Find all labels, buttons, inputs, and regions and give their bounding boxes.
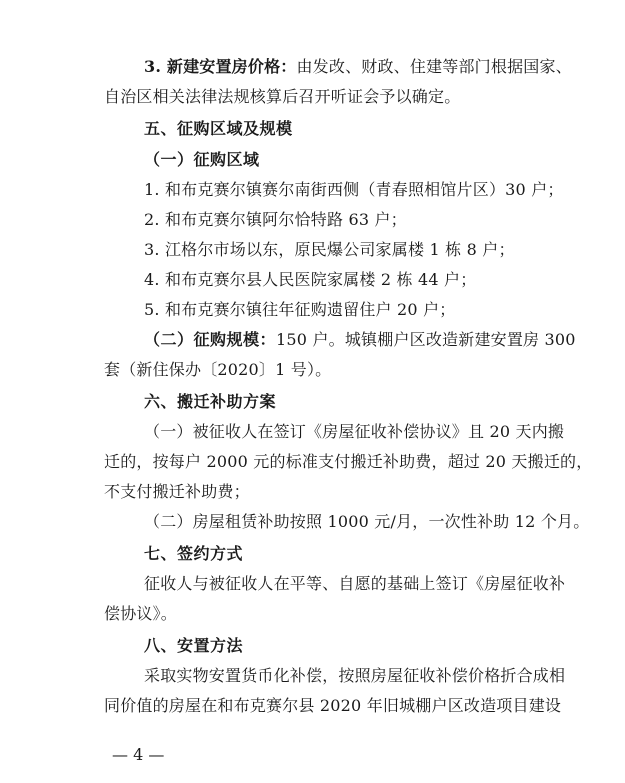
price-label: 3. 新建安置房价格：	[144, 57, 297, 76]
scale-paragraph-line-1	[144, 329, 576, 351]
placement-line-2: 同价值的房屋在和布克赛尔县 2020 年旧城棚户区改造项目建设	[104, 696, 562, 715]
area-item-4: 4. 和布克赛尔县人民医院家属楼 2 栋 44 户；	[144, 270, 477, 289]
scale-text: 150 户。城镇棚户区改造新建安置房 300	[276, 330, 576, 349]
relocation-para-1-line-3: 不支付搬迁补助费；	[104, 482, 250, 501]
area-item-3: 3. 江格尔市场以东，原民爆公司家属楼 1 栋 8 户；	[144, 240, 515, 259]
relocation-para-2: （二）房屋租赁补助按照 1000 元/月，一次性补助 12 个月。	[144, 512, 590, 531]
area-item-5: 5. 和布克赛尔镇往年征购遗留住户 20 户；	[144, 300, 456, 319]
relocation-para-1-line-1: （一）被征收人在签订《房屋征收补偿协议》且 20 天内搬	[144, 422, 565, 441]
section-5-heading: 五、征购区域及规模	[144, 119, 293, 138]
area-item-2: 2. 和布克赛尔镇阿尔恰特路 63 户；	[144, 210, 407, 229]
signing-line-1: 征收人与被征收人在平等、自愿的基础上签订《房屋征收补	[144, 574, 566, 593]
price-paragraph-line-1	[144, 56, 572, 78]
scale-label: （二）征购规模：	[144, 330, 277, 349]
area-item-1: 1. 和布克赛尔镇赛尔南街西侧（青春照相馆片区）30 户；	[144, 180, 564, 199]
section-8-heading: 八、安置方法	[144, 636, 244, 655]
section-5-1-heading: （一）征购区域	[144, 150, 260, 169]
page-number: — 4 —	[112, 745, 165, 764]
price-paragraph-line-2: 自治区相关法律法规核算后召开听证会予以确定。	[104, 87, 461, 106]
price-text: 由发改、财政、住建等部门根据国家、	[296, 57, 572, 76]
signing-line-2: 偿协议》。	[104, 604, 178, 623]
placement-line-1: 采取实物安置货币化补偿，按照房屋征收补偿价格折合成相	[144, 666, 566, 685]
relocation-para-1-line-2: 迁的，按每户 2000 元的标准支付搬迁补助费，超过 20 天搬迁的，	[104, 452, 593, 471]
section-7-heading: 七、签约方式	[144, 544, 244, 563]
scale-paragraph-line-2: 套（新住保办〔2020〕1 号）。	[104, 360, 332, 379]
section-6-heading: 六、搬迁补助方案	[144, 392, 277, 411]
